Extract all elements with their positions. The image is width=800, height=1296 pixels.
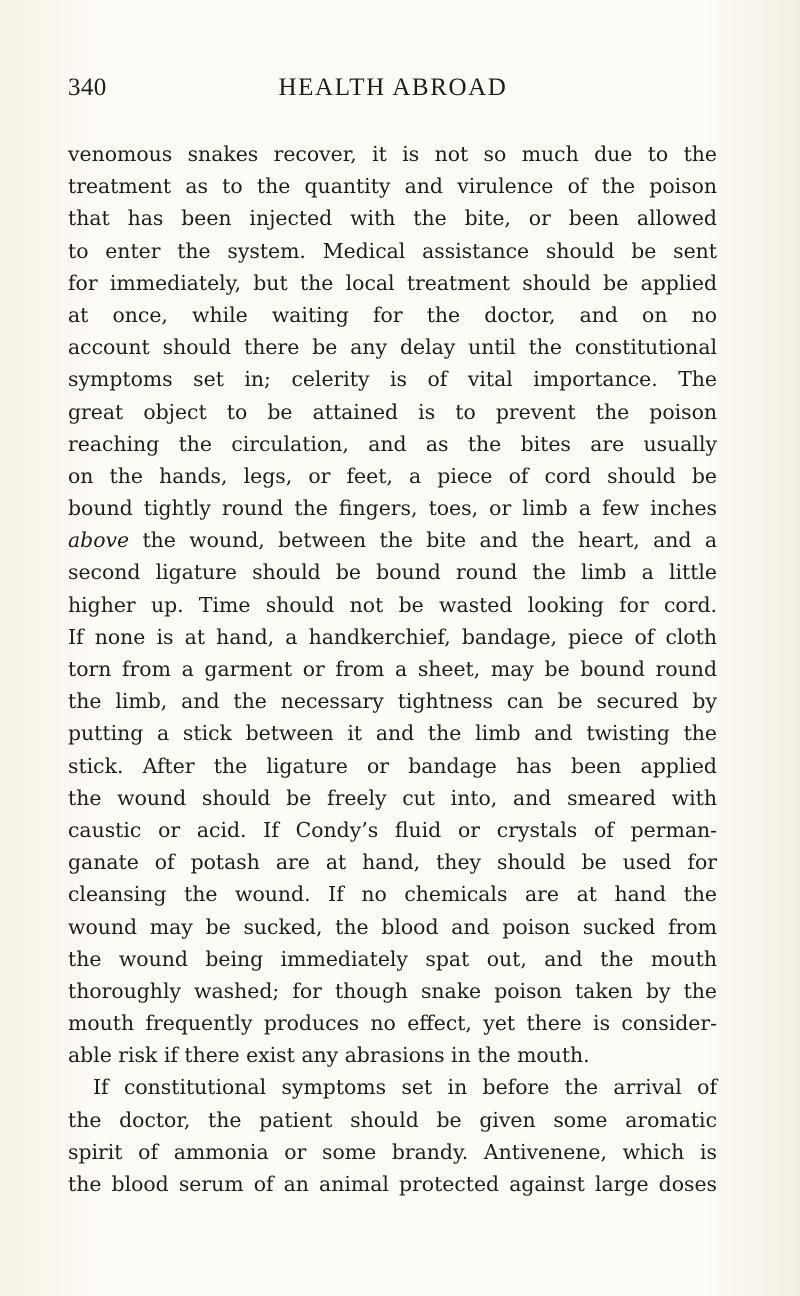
text-line: thoroughly washed; for though snake poison taken by the	[68, 978, 717, 1003]
text-line: putting a stick between it and the limb and twisting the	[68, 721, 717, 746]
text-line: that has been injected with the bite, or been allowed	[68, 206, 717, 231]
text-line: wound may be sucked, the blood and poison sucked from	[68, 914, 717, 939]
page-number: 340	[68, 74, 107, 101]
text-line: the doctor, the patient should be given some aromatic	[68, 1107, 717, 1132]
italic-word: above	[68, 528, 130, 553]
text-line: higher up. Time should not be wasted looking for cord.	[68, 592, 717, 617]
text-line: the wound being immediately spat out, and the mouth	[68, 946, 717, 971]
text-line: on the hands, legs, or feet, a piece of cord should be	[68, 463, 717, 488]
text-line: to enter the system. Medical assistance should be sent	[68, 238, 717, 263]
text-line: second ligature should be bound round the limb a little	[68, 560, 717, 585]
text-line: great object to be attained is to prevent the poison	[68, 399, 717, 424]
text-line: If none is at hand, a handkerchief, bandage, piece of cloth	[68, 624, 717, 649]
text-line: at once, while waiting for the doctor, and on no	[68, 302, 717, 327]
text-line: caustic or acid. If Condy’s fluid or crystals of perman-	[68, 817, 717, 842]
text-line: symptoms set in; celerity is of vital importance. The	[68, 367, 717, 392]
text-line-rest: the wound, between the bite and the heart, and a	[142, 528, 717, 553]
text-line-indented: If constitutional symptoms set in before the arrival of	[93, 1075, 717, 1100]
text-line: stick. After the ligature or bandage has been applied	[68, 753, 717, 778]
text-line: able risk if there exist any abrasions in the mouth.	[68, 1043, 590, 1068]
text-line: treatment as to the quantity and virulence of the poison	[68, 174, 717, 199]
text-line: the blood serum of an animal protected against large doses	[68, 1172, 717, 1196]
running-head	[68, 63, 718, 103]
body-text	[68, 138, 717, 1200]
text-line: the wound should be freely cut into, and smeared with	[68, 785, 717, 810]
text-line: cleansing the wound. If no chemicals are at hand the	[68, 882, 717, 907]
text-line: venomous snakes recover, it is not so much due to the	[68, 142, 717, 166]
text-line: torn from a garment or from a sheet, may be bound round	[68, 657, 717, 681]
text-line: spirit of ammonia or some brandy. Antivenene, which is	[68, 1139, 717, 1164]
text-line: for immediately, but the local treatment should be applied	[68, 270, 717, 295]
text-line: account should there be any delay until the constitutional	[68, 335, 717, 360]
text-line: reaching the circulation, and as the bites are usually	[68, 431, 717, 456]
text-line: mouth frequently produces no effect, yet there is consider-	[68, 1011, 717, 1036]
text-line: the limb, and the necessary tightness can be secured by	[68, 689, 717, 714]
text-line-with-italic	[68, 524, 717, 556]
running-title: HEALTH ABROAD	[278, 74, 508, 101]
text-line: bound tightly round the fingers, toes, or limb a few inches	[68, 496, 717, 521]
text-line: ganate of potash are at hand, they should be used for	[68, 850, 717, 875]
